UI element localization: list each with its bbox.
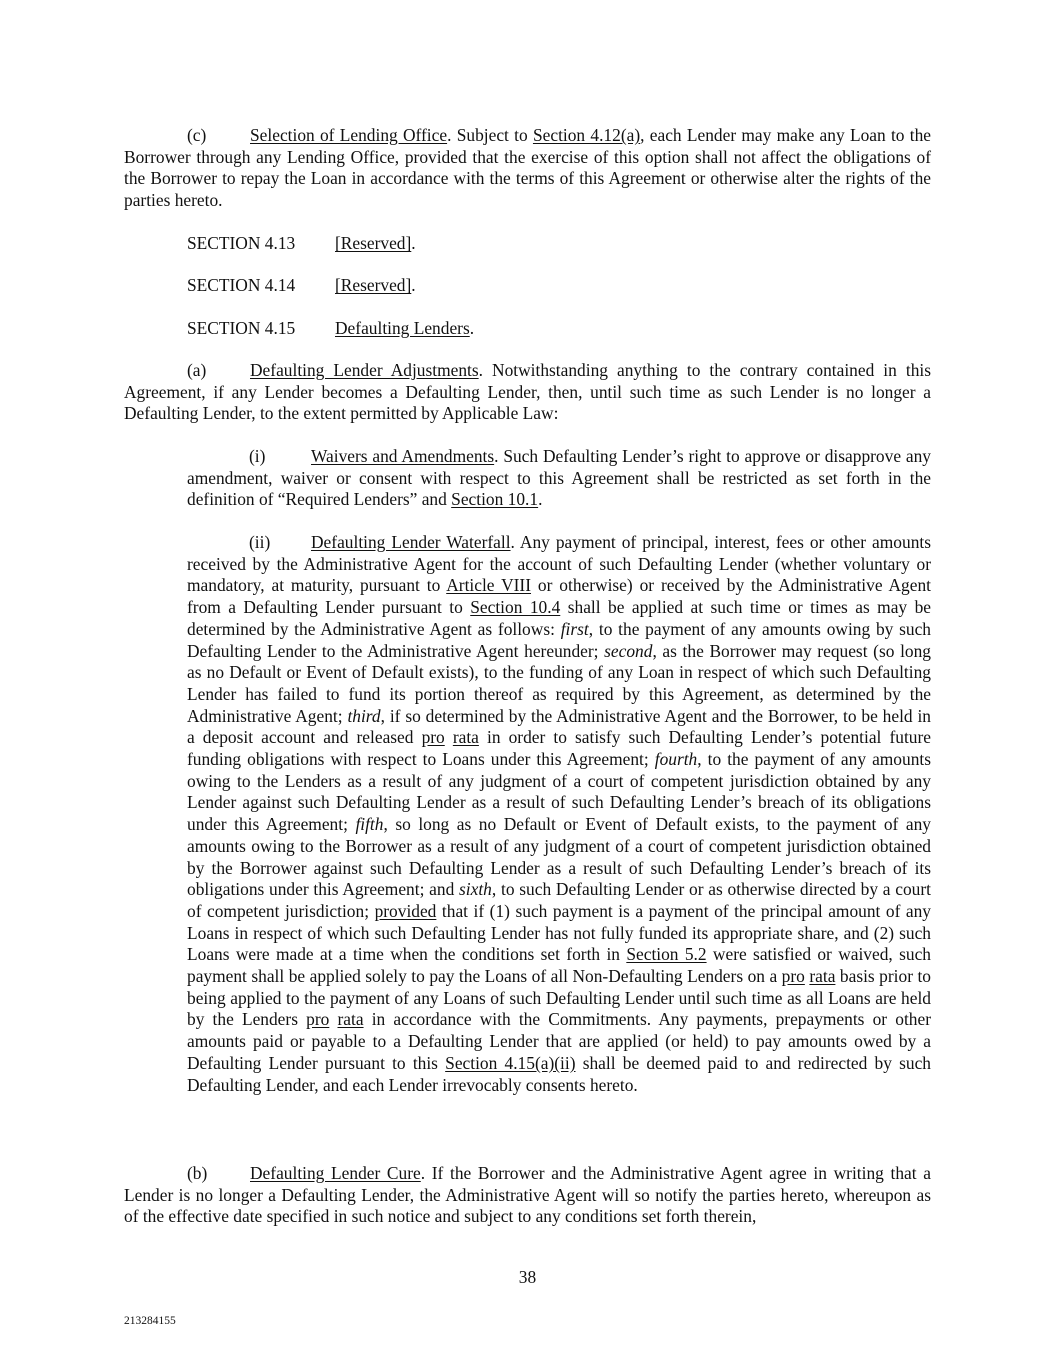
ordinal-term: sixth bbox=[459, 879, 492, 900]
paragraph-ii-defaulting-lender-waterfall: (ii) Defaulting Lender Waterfall. Any payment of principal, interest, fees or other amounts received by the Administrative Agent for the account of such Defaulting Lender (whether voluntary or mandatory, at maturity, pursuant to Article VIII or otherwise) or received by the Administrative Agent from a Defaulting Lender pursuant to Section 10.4 shall be applied at such time or times as may be determined by the Administrative Agent as follows: first, to the payment of any amounts owing by such Defaulting Lender to the Administrative Agent hereunder; second, as the Borrower may request (so long as no Default or Event of Default exists), to the funding of any Loan in respect of which such Defaulting Lender has failed to fund its portion thereof as required by this Agreement, as determined by the Administrative Agent; third, if so determined by the Administrative Agent and the Borrower, to be held in a deposit account and released pro rata in order to satisfy such Defaulting Lender’s potential future funding obligations with respect to Loans under this Agreement; fourth, to the payment of any amounts owing to the Lenders as a result of any judgment of a court of competent jurisdiction obtained by any Lender against such Defaulting Lender as a result of such Defaulting Lender’s breach of its obligations under this Agreement; fifth, so long as no Default or Event of Default exists, to the payment of any amounts owing to the Borrower as a result of any judgment of a court of competent jurisdiction obtained by the Borrower against such Defaulting Lender as a result of such Defaulting Lender’s breach of its obligations under this Agreement; and sixth, to such Defaulting Lender or as otherwise directed by a court of competent jurisdiction; provided that if (1) such payment is a payment of the principal amount of any Loans in respect of which such Defaulting Lender has not fully funded its appropriate share, and (2) such Loans were made at a time when the conditions set forth in Section 5.2 were satisfied or waived, such payment shall be applied solely to pay the Loans of all Non-Defaulting Lenders on a pro rata basis prior to being applied to the payment of any Loans of such Defaulting Lender until such time as all Loans are held by the Lenders pro rata in accordance with the Commitments. Any payments, prepayments or other amounts paid or payable to a Defaulting Lender that are applied (or held) to pay amounts owed by a Defaulting Lender pursuant to this Section 4.15(a)(ii) shall be deemed paid to and redirected by such Defaulting Lender, and each Lender irrevocably consents hereto. bbox=[187, 532, 932, 1095]
paragraph-heading: Defaulting Lender Adjustments bbox=[250, 360, 479, 380]
section-title: [Reserved] bbox=[335, 233, 412, 253]
paragraph-i-waivers-and-amendments: (i) Waivers and Amendments. Such Defaulting Lender’s right to approve or disapprove any amendment, waiver or consent with respect to this Agreement shall be restricted as set forth in the definition of “Required Lenders” and Section 10.1. bbox=[187, 446, 931, 510]
ordinal-term: fourth bbox=[654, 749, 698, 770]
cross-reference: Section 4.12(a) bbox=[532, 125, 641, 145]
cross-reference: Section 4.15(a)(ii) bbox=[445, 1052, 576, 1073]
cross-reference: Section 5.2 bbox=[626, 944, 707, 965]
latin-term: rata bbox=[452, 727, 479, 748]
paragraph-heading: Waivers and Amendments bbox=[311, 446, 495, 466]
section-title: [Reserved] bbox=[335, 275, 412, 295]
defined-term: provided bbox=[374, 900, 437, 921]
paragraph-heading: Defaulting Lender Waterfall bbox=[311, 532, 511, 552]
paragraph-marker: (b) bbox=[187, 1163, 208, 1183]
cross-reference: Article VIII bbox=[446, 575, 532, 596]
section-heading-4-15: SECTION 4.15 Defaulting Lenders. bbox=[187, 318, 475, 338]
section-heading-4-14: SECTION 4.14 [Reserved]. bbox=[187, 275, 416, 295]
page-number: 38 bbox=[518, 1267, 537, 1287]
latin-term: pro bbox=[306, 1009, 330, 1030]
paragraph-a-defaulting-lender-adjustments: (a) Defaulting Lender Adjustments. Notwithstanding anything to the contrary contained in this Agreement, if any Lender becomes a Defaulting Lender, then, until such time as such Lender is no longer a Defaulting Lender, to the extent permitted by Applicable Law: bbox=[124, 360, 931, 424]
section-heading-4-13: SECTION 4.13 [Reserved]. bbox=[187, 233, 416, 253]
paragraph-b-defaulting-lender-cure: (b) Defaulting Lender Cure. If the Borrower and the Administrative Agent agree in writing that a Lender is no longer a Defaulting Lender, the Administrative Agent will so notify the parties hereto, whereupon as of the effective date specified in such notice and subject to any conditions set forth therein, bbox=[124, 1163, 931, 1227]
paragraph-c-selection-of-lending-office: (c) Selection of Lending Office. Subject to Section 4.12(a), each Lender may make any Loan to the Borrower through any Lending Office, provided that the exercise of this option shall not affect the obligations of the Borrower to repay the Loan in accordance with the terms of this Agreement or otherwise alter the rights of the parties hereto. bbox=[124, 125, 931, 211]
paragraph-marker: (c) bbox=[187, 125, 207, 145]
paragraph-heading: Selection of Lending Office bbox=[250, 125, 448, 145]
ordinal-term: first bbox=[560, 618, 589, 639]
cross-reference: Section 10.4 bbox=[470, 597, 561, 618]
latin-term: pro bbox=[781, 966, 805, 987]
section-title: Defaulting Lenders bbox=[335, 318, 470, 338]
ordinal-term: second bbox=[604, 640, 653, 661]
section-number: SECTION 4.14 bbox=[187, 275, 296, 295]
paragraph-marker: (a) bbox=[187, 360, 207, 380]
paragraph-heading: Defaulting Lender Cure bbox=[250, 1163, 421, 1183]
paragraph-marker: (i) bbox=[249, 446, 266, 466]
ordinal-term: third bbox=[347, 705, 381, 726]
section-number: SECTION 4.15 bbox=[187, 318, 296, 338]
section-number: SECTION 4.13 bbox=[187, 233, 296, 253]
ordinal-term: fifth bbox=[355, 814, 384, 835]
latin-term: rata bbox=[809, 966, 836, 987]
paragraph-marker: (ii) bbox=[249, 532, 271, 552]
latin-term: rata bbox=[337, 1009, 364, 1030]
cross-reference: Section 10.1 bbox=[451, 489, 539, 510]
latin-term: pro bbox=[421, 727, 445, 748]
document-id: 213284155 bbox=[124, 1315, 176, 1327]
